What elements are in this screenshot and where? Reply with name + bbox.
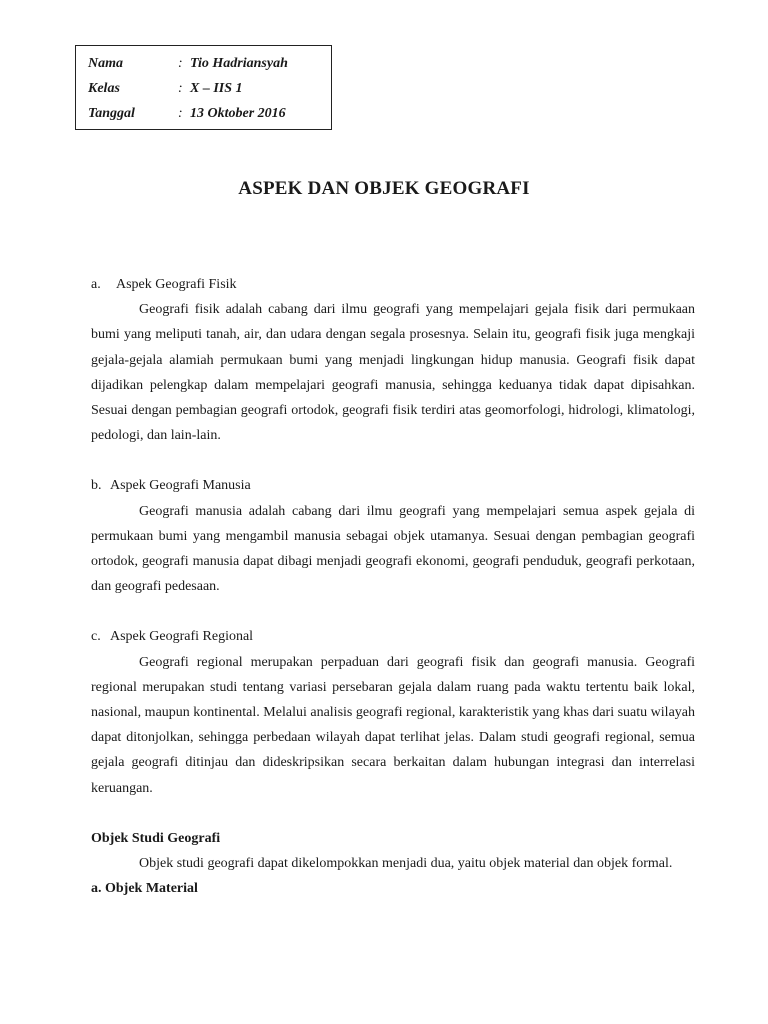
section-title: Aspek Geografi Fisik xyxy=(116,277,237,292)
section-c-heading xyxy=(91,624,695,649)
section-marker: a. xyxy=(91,277,101,292)
document-title: ASPEK DAN OBJEK GEOGRAFI xyxy=(238,178,530,199)
identity-label: Nama xyxy=(88,56,123,71)
objek-heading: Objek Studi Geografi xyxy=(91,830,221,846)
identity-colon: : xyxy=(178,81,183,96)
identity-row-tanggal xyxy=(88,101,331,126)
identity-label: Tanggal xyxy=(88,106,135,121)
identity-row-kelas xyxy=(88,76,331,101)
section-c-paragraph: Geografi regional merupakan perpaduan dari geografi fisik dan geografi manusia. Geografi regional merupakan studi tentang variasi persebaran gejala dalam ruang pada waktu tertentu baik lokal, nasional, maupun kontinental. Melalui analisis geografi regional, karakteristik yang khas dari suatu wilayah dapat ditonjolkan, sehingga perbedaan wilayah dapat terlihat jelas. Dalam studi geografi regional, semua gejala geografi ditinjau dan dideskripsikan secara berkaitan dalam hubungan integrasi dan interrelasi keruangan. xyxy=(91,654,695,796)
identity-value: X – IIS 1 xyxy=(190,81,243,96)
identity-value: 13 Oktober 2016 xyxy=(190,106,286,121)
section-b-paragraph: Geografi manusia adalah cabang dari ilmu geografi yang mempelajari semua aspek gejala di permukaan bumi yang mengambil manusia sebagai objek utamanya. Sesuai dengan pembagian geografi ortodok, geografi manusia dapat dibagi menjadi geografi ekonomi, geografi penduduk, geografi perkotaan, dan geografi pedesaan. xyxy=(91,503,695,595)
identity-box xyxy=(75,45,332,130)
section-marker: c. xyxy=(91,629,101,645)
section-a-heading xyxy=(91,272,695,297)
objek-paragraph: Objek studi geografi dapat dikelompokkan menjadi dua, yaitu objek material dan objek formal. xyxy=(139,856,673,872)
section-marker: b. xyxy=(91,478,102,494)
section-title: Aspek Geografi Manusia xyxy=(110,478,251,494)
objek-material-heading: a. Objek Material xyxy=(91,881,198,897)
identity-label: Kelas xyxy=(88,81,120,96)
identity-value: Tio Hadriansyah xyxy=(190,56,288,71)
identity-colon: : xyxy=(178,106,183,121)
section-b-heading xyxy=(91,473,695,498)
document-body xyxy=(91,272,695,901)
identity-row-nama xyxy=(88,51,331,76)
section-a-paragraph: Geografi fisik adalah cabang dari ilmu geografi yang mempelajari gejala fisik dari permukaan bumi yang meliputi tanah, air, dan udara dengan segala prosesnya. Selain itu, geografi fisik juga mengkaji gejala-gejala alamiah permukaan bumi yang menjadi lingkungan hidup manusia. Geografi fisik dapat dijadikan pelengkap dalam mempelajari geografi manusia, sehingga keduanya tidak dapat dipisahkan. Sesuai dengan pembagian geografi ortodok, geografi fisik terdiri atas geomorfologi, hidrologi, klimatologi, pedologi, dan lain-lain. xyxy=(91,302,695,444)
section-title: Aspek Geografi Regional xyxy=(110,629,254,645)
identity-colon: : xyxy=(178,56,183,71)
